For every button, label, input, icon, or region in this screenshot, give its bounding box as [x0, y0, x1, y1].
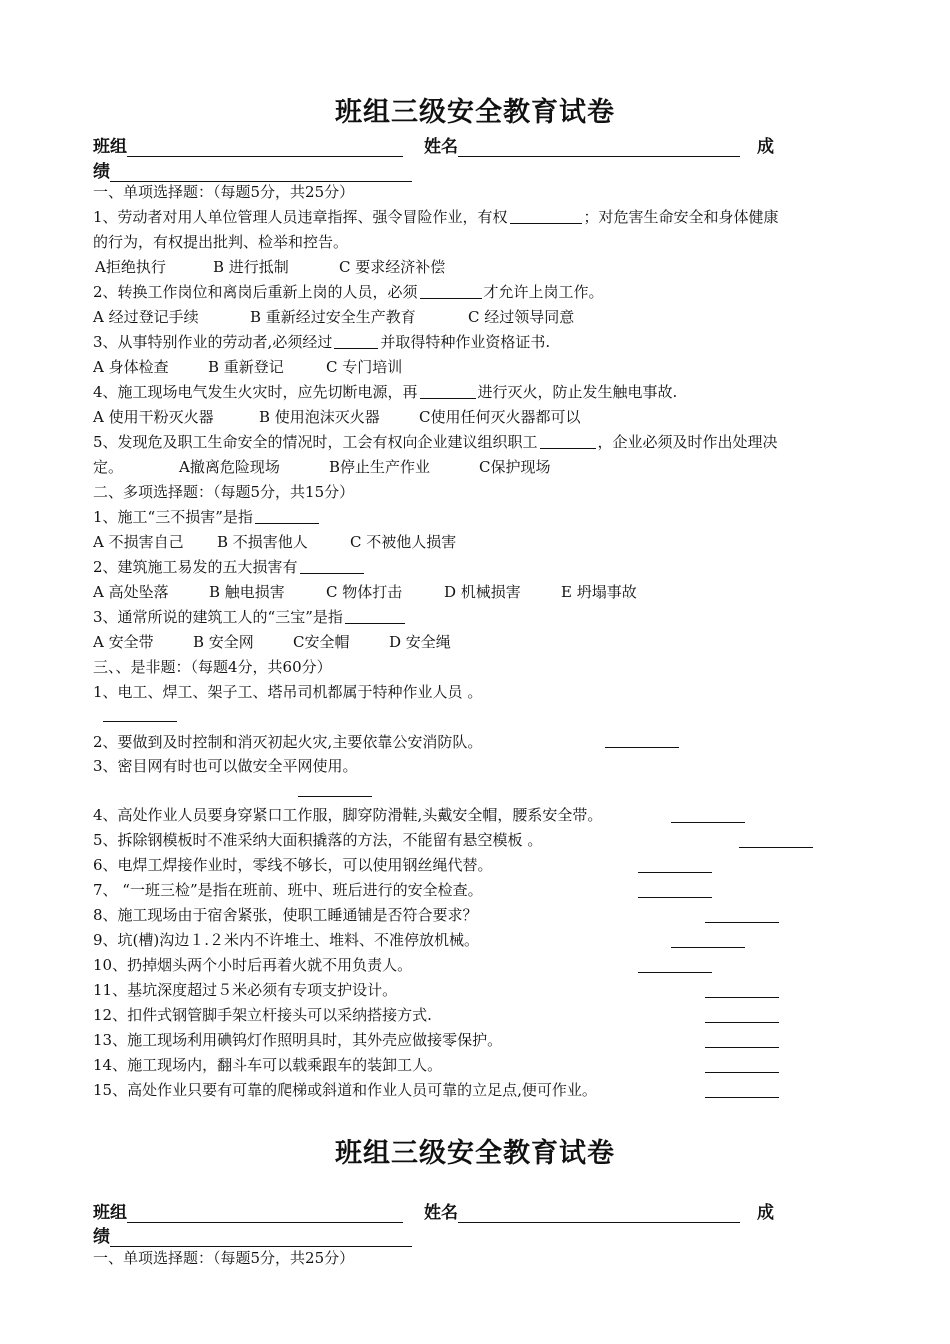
section2-header: 二、多项选择题：（每题5分，共15分）: [93, 483, 355, 501]
m3-options: [93, 633, 451, 651]
tf-item-13: 13、施工现场利用碘钨灯作照明具时，其外壳应做接零保护。: [93, 1031, 503, 1049]
m1-option-a[interactable]: A 不损害自己: [93, 533, 184, 551]
score-blank[interactable]: [110, 165, 412, 182]
tf-answer-6[interactable]: [638, 871, 712, 873]
q4-option-a[interactable]: A 使用干粉灭火器: [93, 408, 214, 426]
m3-blank[interactable]: [345, 609, 405, 624]
class-field: [93, 132, 403, 157]
exam-title: 班组三级安全教育试卷: [335, 97, 615, 128]
m2-options: [93, 583, 637, 601]
tf-item-4: 4、高处作业人员要身穿紧口工作服，脚穿防滑鞋,头戴安全帽，腰系安全带。: [93, 806, 603, 824]
m1-option-c[interactable]: C 不被他人损害: [350, 533, 457, 551]
tf-item-10: 10、扔掉烟头两个小时后再着火就不用负责人。: [93, 956, 413, 974]
tf-answer-8[interactable]: [705, 921, 779, 923]
name-field-2: [424, 1198, 740, 1223]
m1-blank[interactable]: [255, 509, 319, 524]
q4-option-b[interactable]: B 使用泡沫灭火器: [259, 408, 380, 426]
m1-line1: 1、施工“三不损害”是指: [93, 508, 321, 526]
m2-option-c[interactable]: C 物体打击: [326, 583, 403, 601]
tf-answer-9[interactable]: [671, 946, 745, 948]
tf-item-3: 3、密目网有时也可以做安全平网使用。: [93, 757, 358, 775]
tf-answer-1[interactable]: [103, 720, 177, 722]
tf-answer-10[interactable]: [638, 971, 712, 973]
q3-option-c[interactable]: C 专门培训: [326, 358, 403, 376]
q5-option-a[interactable]: A撤离危险现场: [179, 458, 280, 476]
q1-options: [93, 258, 445, 276]
name-field: [424, 132, 740, 157]
q5-option-b[interactable]: B停止生产作业: [329, 458, 431, 476]
exam-title-2: 班组三级安全教育试卷: [335, 1138, 615, 1169]
name-label-2: 姓名: [424, 1203, 458, 1223]
tf-answer-13[interactable]: [705, 1046, 779, 1048]
q1-option-c[interactable]: C 要求经济补偿: [339, 258, 446, 276]
q4-line1: 4、施工现场电气发生火灾时，应先切断电源，再 进行灭火，防止发生触电事故.: [93, 383, 678, 401]
m3-option-b[interactable]: B 安全网: [193, 633, 254, 651]
tf-answer-11[interactable]: [705, 996, 779, 998]
m2-option-a[interactable]: A 高处坠落: [93, 583, 169, 601]
score-field-2: [93, 1222, 412, 1247]
tf-item-1: 1、电工、焊工、架子工、塔吊司机都属于特种作业人员 。: [93, 683, 483, 701]
q3-blank[interactable]: [334, 334, 378, 349]
q2-option-c[interactable]: C 经过领导同意: [468, 308, 575, 326]
section1-header-2: 一、单项选择题：（每题5分，共25分）: [93, 1249, 355, 1267]
tf-item-14: 14、施工现场内，翻斗车可以载乘跟车的装卸工人。: [93, 1056, 443, 1074]
tf-item-12: 12、扣件式钢管脚手架立杆接头可以采纳搭接方式.: [93, 1006, 432, 1024]
tf-answer-5[interactable]: [739, 846, 813, 848]
m2-blank[interactable]: [300, 559, 364, 574]
q4-blank[interactable]: [420, 384, 476, 399]
q2-option-a[interactable]: A 经过登记手续: [93, 308, 199, 326]
class-label-2: 班组: [93, 1203, 127, 1223]
m3-option-c[interactable]: C安全帽: [293, 633, 350, 651]
q4-option-c[interactable]: C使用任何灭火器都可以: [419, 408, 581, 426]
section1-header: 一、单项选择题：（每题5分，共25分）: [93, 183, 355, 201]
tf-item-5: 5、拆除钢模板时不准采纳大面积撬落的方法，不能留有悬空模板 。: [93, 831, 543, 849]
section3-header: 三、、是非题：（每题4分，共60分）: [93, 658, 332, 676]
class-field-2: [93, 1198, 403, 1223]
score-label-2: 绩: [93, 162, 110, 182]
tf-item-2: 2、要做到及时控制和消灭初起火灾,主要依靠公安消防队。: [93, 733, 483, 751]
name-blank-2[interactable]: [458, 1206, 740, 1223]
tf-answer-14[interactable]: [705, 1071, 779, 1073]
q3-options: [93, 358, 402, 376]
score-field: [93, 157, 412, 182]
q3-option-b[interactable]: B 重新登记: [208, 358, 284, 376]
tf-item-11: 11、基坑深度超过５米必须有专项支护设计。: [93, 981, 398, 999]
m3-option-a[interactable]: A 安全带: [93, 633, 154, 651]
tf-answer-4[interactable]: [671, 821, 745, 823]
q1-option-b[interactable]: B 进行抵制: [213, 258, 289, 276]
m2-option-e[interactable]: E 坍塌事故: [561, 583, 637, 601]
q5-option-c[interactable]: C保护现场: [479, 458, 551, 476]
q2-option-b[interactable]: B 重新经过安全生产教育: [250, 308, 416, 326]
q1-line1: 1、劳动者对用人单位管理人员违章指挥、强令冒险作业，有权 ；对危害生命安全和身体健康: [93, 208, 779, 226]
tf-item-7: 7、 “一班三检”是指在班前、班中、班后进行的安全检查。: [93, 881, 483, 899]
m2-line1: 2、建筑施工易发的五大损害有: [93, 558, 366, 576]
score-label-2-copy: 绩: [93, 1227, 110, 1247]
m2-option-b[interactable]: B 触电损害: [209, 583, 285, 601]
score-label-1-copy: 成: [757, 1203, 774, 1223]
score-blank-2[interactable]: [110, 1230, 412, 1247]
m1-option-b[interactable]: B 不损害他人: [217, 533, 308, 551]
tf-answer-7[interactable]: [638, 896, 712, 898]
m2-option-d[interactable]: D 机械损害: [444, 583, 521, 601]
m3-line1: 3、通常所说的建筑工人的“三宝”是指: [93, 608, 407, 626]
q2-blank[interactable]: [420, 284, 482, 299]
tf-item-8: 8、施工现场由于宿舍紧张，使职工睡通铺是否符合要求？: [93, 906, 478, 924]
name-label: 姓名: [424, 137, 458, 157]
q3-line1: 3、从事特别作业的劳动者,必须经过 并取得特种作业资格证书.: [93, 333, 551, 351]
class-blank-2[interactable]: [127, 1206, 403, 1223]
tf-item-9: 9、坑(槽)沟边１.２米内不许堆土、堆料、不准停放机械。: [93, 931, 480, 949]
m3-option-d[interactable]: D 安全绳: [389, 633, 451, 651]
m1-options: [93, 533, 456, 551]
q2-options: [93, 308, 574, 326]
tf-item-15: 15、高处作业只要有可靠的爬梯或斜道和作业人员可靠的立足点,便可作业。: [93, 1081, 597, 1099]
name-blank[interactable]: [458, 140, 740, 157]
q4-options: [93, 408, 580, 426]
q1-line2: 的行为，有权提出批判、检举和控告。: [93, 233, 349, 251]
q1-blank[interactable]: [510, 209, 582, 224]
q5-line1: 5、发现危及职工生命安全的情况时，工会有权向企业建议组织职工 ，企业必须及时作出处理决: [93, 433, 778, 451]
q5-line2: 定。 A撤离危险现场 B停止生产作业 C保护现场: [93, 458, 551, 476]
q1-option-a[interactable]: A拒绝执行: [95, 258, 166, 276]
tf-answer-3[interactable]: [298, 795, 372, 797]
q3-option-a[interactable]: A 身体检查: [93, 358, 169, 376]
tf-answer-15[interactable]: [705, 1096, 779, 1098]
tf-answer-2[interactable]: [605, 746, 679, 748]
q5-blank[interactable]: [540, 434, 596, 449]
score-label-1: 成: [757, 137, 774, 157]
class-label: 班组: [93, 137, 127, 157]
tf-item-6: 6、电焊工焊接作业时，零线不够长，可以使用钢丝绳代替。: [93, 856, 493, 874]
tf-answer-12[interactable]: [705, 1021, 779, 1023]
q2-line1: 2、转换工作岗位和离岗后重新上岗的人员，必须 才允许上岗工作。: [93, 283, 604, 301]
class-blank[interactable]: [127, 140, 403, 157]
